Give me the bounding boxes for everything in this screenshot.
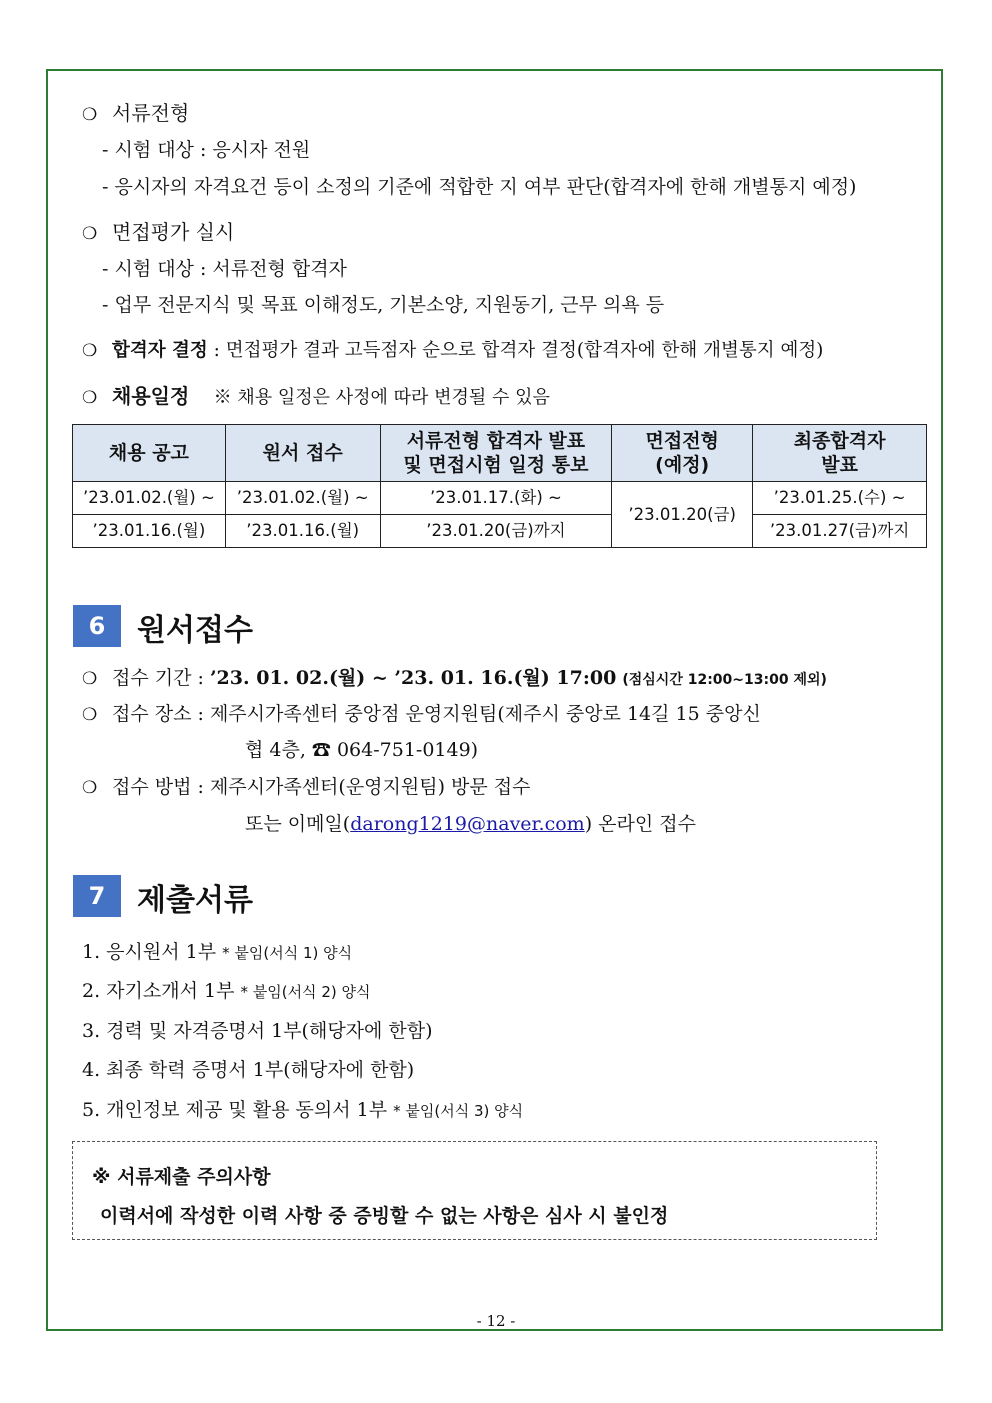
notice-title: ※ 서류제출 주의사항 — [92, 1166, 271, 1188]
table-cell: ’23.01.16.(월) — [225, 515, 380, 548]
interview-heading: ❍ 면접평가 실시 — [82, 220, 235, 244]
bullet-icon: ❍ — [82, 778, 98, 798]
interview-item: - 시험 대상 : 서류전형 합격자 — [102, 258, 347, 280]
section-title: 원서접수 — [137, 613, 253, 648]
bullet-icon: ❍ — [82, 705, 98, 725]
table-header: 면접전형 (예정) — [612, 425, 753, 482]
screening-item: - 응시자의 자격요건 등이 소정의 기준에 적합한 지 여부 판단(합격자에 한해 개별통지 예정) — [102, 176, 857, 198]
place-line: ❍ 접수 장소 : 제주시가족센터 중앙점 운영지원팀(제주시 중앙로 14길 15 중앙신 — [82, 703, 761, 725]
page-number: - 12 - — [476, 1312, 516, 1330]
table-row — [73, 482, 927, 515]
table-cell: ’23.01.25.(수) ~ — [753, 482, 927, 515]
bullet-icon: ❍ — [82, 105, 98, 125]
decision-title: 합격자 결정 — [112, 340, 208, 361]
section-number-badge: 7 — [73, 875, 121, 917]
section-title: 제출서류 — [137, 883, 253, 918]
method-line: ❍ 접수 방법 : 제주시가족센터(운영지원팀) 방문 접수 — [82, 776, 531, 798]
table-row — [73, 515, 927, 548]
screening-item: - 시험 대상 : 응시자 전원 — [102, 139, 311, 161]
list-item: 5. 개인정보 제공 및 활용 동의서 1부 * 붙임(서식 3) 양식 — [82, 1099, 524, 1121]
screening-heading: ❍ 서류전형 — [82, 101, 190, 125]
schedule-note: ※ 채용 일정은 사정에 따라 변경될 수 있음 — [213, 387, 550, 408]
table-cell: ’23.01.02.(월) ~ — [225, 482, 380, 515]
list-item: 4. 최종 학력 증명서 1부(해당자에 한함) — [82, 1059, 415, 1081]
method-line-2: 또는 이메일(darong1219@naver.com) 온라인 접수 — [245, 813, 696, 835]
section-number-badge: 6 — [73, 605, 121, 647]
period-note: (점심시간 12:00~13:00 제외) — [622, 672, 827, 688]
table-cell: ’23.01.02.(월) ~ — [73, 482, 226, 515]
decision-text: : 면접평가 결과 고득점자 순으로 합격자 결정(합격자에 한해 개별통지 예정) — [207, 340, 824, 361]
table-header: 원서 접수 — [225, 425, 380, 482]
schedule-table — [72, 424, 927, 548]
notice-text: 이력서에 작성한 이력 사항 중 증빙할 수 없는 사항은 심사 시 불인정 — [100, 1205, 669, 1227]
table-header: 서류전형 합격자 발표 및 면접시험 일정 통보 — [380, 425, 612, 482]
period-line: ❍ 접수 기간 : ’23. 01. 02.(월) ~ ’23. 01. 16.(월) 17:00 (점심시간 12:00~13:00 제외) — [82, 667, 827, 689]
decision-line — [82, 339, 823, 363]
table-header-row — [73, 425, 927, 482]
bullet-icon: ❍ — [82, 388, 98, 408]
bullet-icon: ❍ — [82, 224, 98, 244]
bullet-icon: ❍ — [82, 669, 98, 689]
table-header: 채용 공고 — [73, 425, 226, 482]
list-item: 3. 경력 및 자격증명서 1부(해당자에 한함) — [82, 1020, 433, 1042]
schedule-heading: ❍ 채용일정 ※ 채용 일정은 사정에 따라 변경될 수 있음 — [82, 384, 550, 408]
bullet-icon: ❍ — [82, 341, 98, 361]
email-link[interactable]: darong1219@naver.com — [350, 813, 585, 835]
list-item: 1. 응시원서 1부 * 붙임(서식 1) 양식 — [82, 941, 353, 963]
table-cell: ’23.01.17.(화) ~ — [380, 482, 612, 515]
table-cell: ’23.01.16.(월) — [73, 515, 226, 548]
table-cell: ’23.01.20(금)까지 — [380, 515, 612, 548]
table-cell: ’23.01.27(금)까지 — [753, 515, 927, 548]
table-cell: ’23.01.20(금) — [612, 482, 753, 548]
list-item: 2. 자기소개서 1부 * 붙임(서식 2) 양식 — [82, 980, 371, 1002]
interview-item: - 업무 전문지식 및 목표 이해정도, 기본소양, 지원동기, 근무 의욕 등 — [102, 294, 665, 316]
place-line-2: 협 4층, ☎ 064-751-0149) — [245, 739, 479, 761]
table-header: 최종합격자 발표 — [753, 425, 927, 482]
